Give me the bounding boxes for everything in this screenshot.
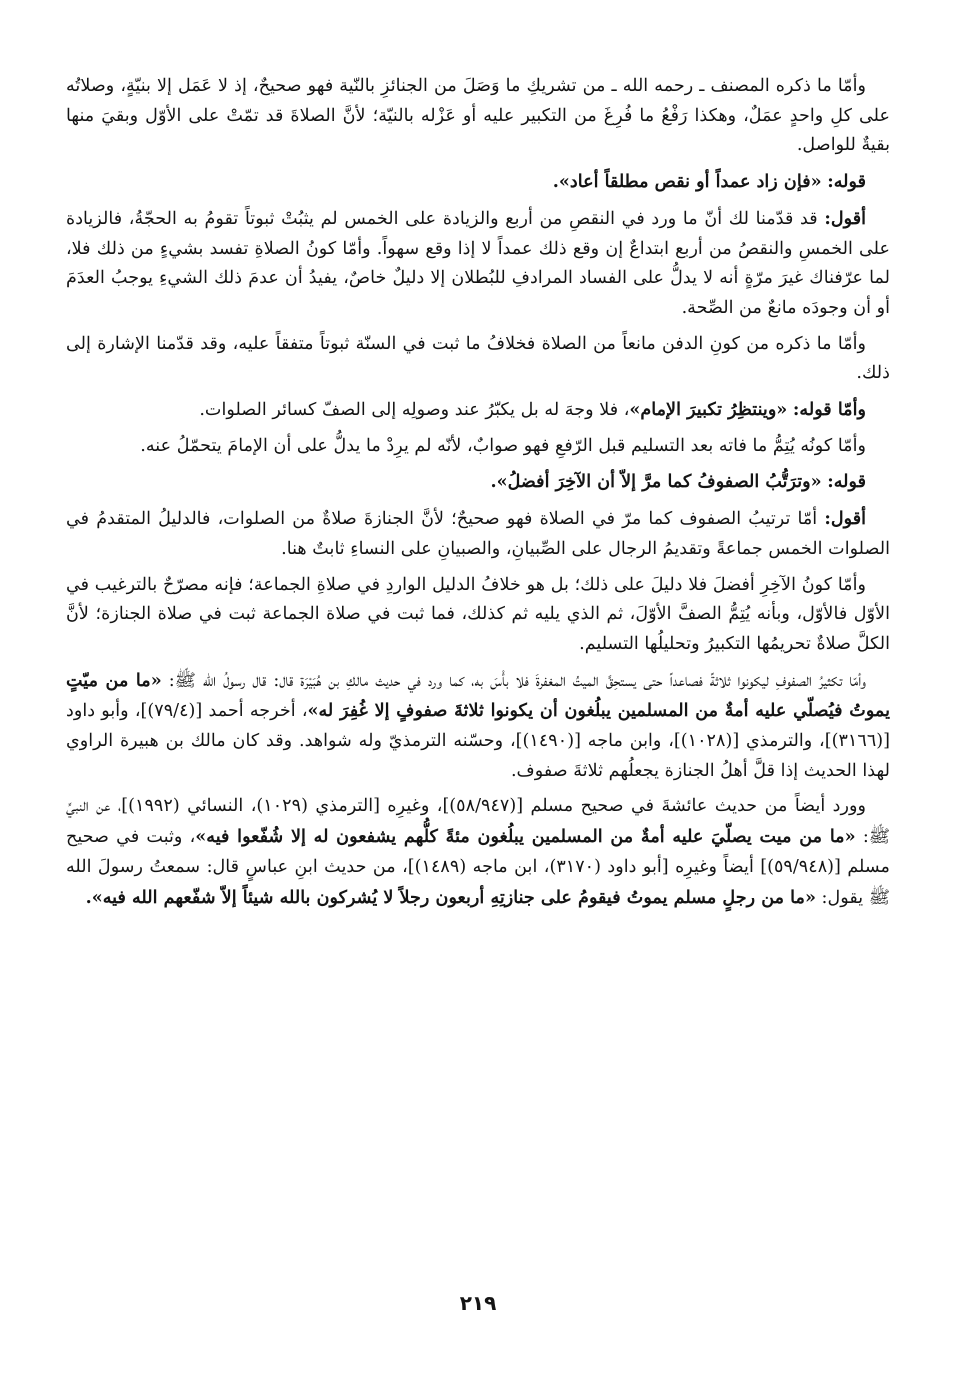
hadith-quote: «ما من ميّتٍ يموتُ فيُصلّي عليه أمةٌ من المسلمين يبلُغون أن يكونوا ثلاثةَ صفوفٍ إلا غُفِرَ له» [66, 669, 891, 722]
aqulu-label: أقول: [824, 508, 866, 530]
paragraph-text: وأمّا ما ذكره من كونِ الدفن مانعاً من الصلاة فخلافُ ما ثبت في السنّة ثبوتاً متفقاً عليه، وقد قدّمنا الإشارة إلى ذلك. [66, 333, 890, 384]
paragraph-waiting-imam [66, 395, 890, 426]
quote-paragraph-rows [66, 467, 890, 498]
paragraph-text: أمّا ترتيبُ الصفوف كما مرّ في الصلاة فهو صحيحٌ؛ لأنَّ الجنازةَ صلاةٌ من الصلوات، فالدليلُ المتقدمُ في الصلوات الخمس جماعةً وتقديمُ الرجال على الصِّبيانِ، والصبيانِ على النساءِ ثابتٌ هنا. [66, 509, 890, 559]
paragraph-tashrik [66, 72, 890, 161]
paragraph-text: قد قدّمنا لك أنّ ما ورد في النقصِ من أربع والزيادة على الخمس لم يثبُتْ ثبوتاً تقومُ به الحجّةُ، فالزيادة على الخمسِ والنقصُ من أربع ابتداعٌ إن وقع ذلك عمداً لا إذا وقع سهواً. وأمّا كونُ الصلاةِ تفسد بشيءٍ من ذلك فلا، لما عرّفناك غيرَ مرّةٍ أنه لا يدلُّ على الفساد المرادفِ للبُطلان إلا دليلٌ خاصٌ، يفيدُ أن عدمَ ذلك الشيءِ يوجبُ العدَمَ أو أن وجودَه مانعٌ من الصِّحة. [66, 208, 890, 318]
paragraph-aisha-hadith [66, 792, 890, 913]
commentary-paragraph-excess [66, 204, 890, 324]
aqulu-label: أقول: [824, 207, 866, 229]
hadith-quote: «ما من رجلٍ مسلم يموتُ فيقومُ على جنازتِهِ أربعون رجلاً لا يُشركون بالله شيئاً إلاّ شفّعهم الله فيه» [91, 886, 816, 908]
matn-quote: «وترَتُّبُ الصفوفُ كما مرَّ إلاّ أن الآخِرَ أفضلُ». [490, 471, 822, 493]
qawluhu-label: قوله: [827, 471, 866, 493]
paragraph-text: ، أخرجه أحمد [(٧٩/٤)]، وأبو داود [(٣١٦٦)]، والترمذي [(١٠٢٨)]، وابن ماجه [(١٤٩٠)]، وحسّنه الترمذيّ وله شواهد. وقد كان مالك بن هبيرة الراوي لهذا الحديث إذا قلَّ أهلُ الجنازة يجعلُهم ثلاثةَ صفوف. [66, 701, 891, 781]
hadith-quote: «ما من ميت يصلّيَ عليه أمةٌ من المسلمين يبلُغون مئةً كلُّهم يشفعون له إلا شُفّعوا فيه» [195, 826, 856, 848]
paragraph-text: وأمّا تكثيرُ الصفوفِ ليكونوا ثلاثةً فصاعداً حتى يستحِقَّ الميتُ المغفرةَ فلا بأْسَ به، كما ورد في حديث مالكِ بن هُبَيْرَة قال: قال رسولُ الله ﷺ: [168, 670, 866, 691]
quote-paragraph-excess [66, 167, 890, 198]
paragraph-text: وأمّا كونُه يُتِمُّ ما فاته بعد التسليم قبل الرّفعِ فهو صوابٌ، لأنّه لم يرِدْ ما يدلُّ على أن الإمامَ يتحمّلُ عنه. [140, 435, 866, 456]
page-number: ٢١٩ [459, 1291, 497, 1315]
qawluhu-label: قوله: [827, 171, 866, 193]
paragraph-end: . [85, 886, 92, 908]
paragraph-last-row [66, 571, 890, 660]
paragraph-text: وأمّا كونُ الآخِرِ أفضلَ فلا دليلَ على ذلك؛ بل هو خلافُ الدليل الواردِ في صلاةِ الجماعة؛ فإنه مصرّحٌ بالترغيب في الأوّل فالأوّل، وبأنه يُتِمُّ الصفَّ الأوّلَ، ثم الذي يليه ثم كذلك، فما ثبت في صلاة الجماعة ثبت في صلاة الجنازة؛ لأنَّ الكلَّ صلاةٌ تحريمُها التكبيرُ وتحليلُها التسليم. [66, 574, 890, 654]
page-body [66, 72, 890, 919]
paragraph-text: ، وثبت في صحيح مسلم [(٥٩/٩٤٨)] أيضاً وغيرِه [أبو داود (٣١٧٠)، ابن ماجه (١٤٨٩)]، من حديث ابنِ عباسٍ قال: سمعتُ رسولَ الله ﷺ يقول: [66, 827, 890, 908]
matn-quote: «وينتظِرُ تكبيرَ الإمام» [629, 399, 788, 421]
paragraph-text: وورد أيضاً من حديث عائشةَ في صحيح مسلم [(٥٨/٩٤٧)]، وغيرِه [الترمذي (١٠٢٩)، النسائي (١٩٩٢)]، عن النبيِّ ﷺ: [66, 796, 890, 848]
paragraph-completing [66, 432, 890, 462]
paragraph-three-rows-hadith [66, 666, 890, 787]
paragraph-text: ، فلا وجهَ له بل يكبّرُ عند وصولِه إلى الصفّ كسائر الصلوات. [199, 400, 630, 421]
matn-quote: «فإن زاد عمداً أو نقص مطلقاً أعاد». [552, 171, 822, 193]
amma-qawluhu-label: وأمّا قوله: [792, 399, 866, 421]
paragraph-text: وأمّا ما ذكره المصنف ـ رحمه الله ـ من تشريكِ ما وَصَلَ من الجنائزِ بالنّية فهو صحيحٌ، إذ لا عَمَل إلا بنيّةٍ، وصلاتُه على كلِ واحدٍ عمَلٌ، وهكذا رَفْعُ ما فُرِغَ من التكبير عليه أو عَزْله بالنيّة؛ لأنَّ الصلاةَ قد تمّتْ على الأوّل وبقيَ منها بقيةٌ للواصل. [66, 76, 890, 156]
commentary-paragraph-rows [66, 504, 890, 564]
paragraph-burial [66, 330, 890, 389]
